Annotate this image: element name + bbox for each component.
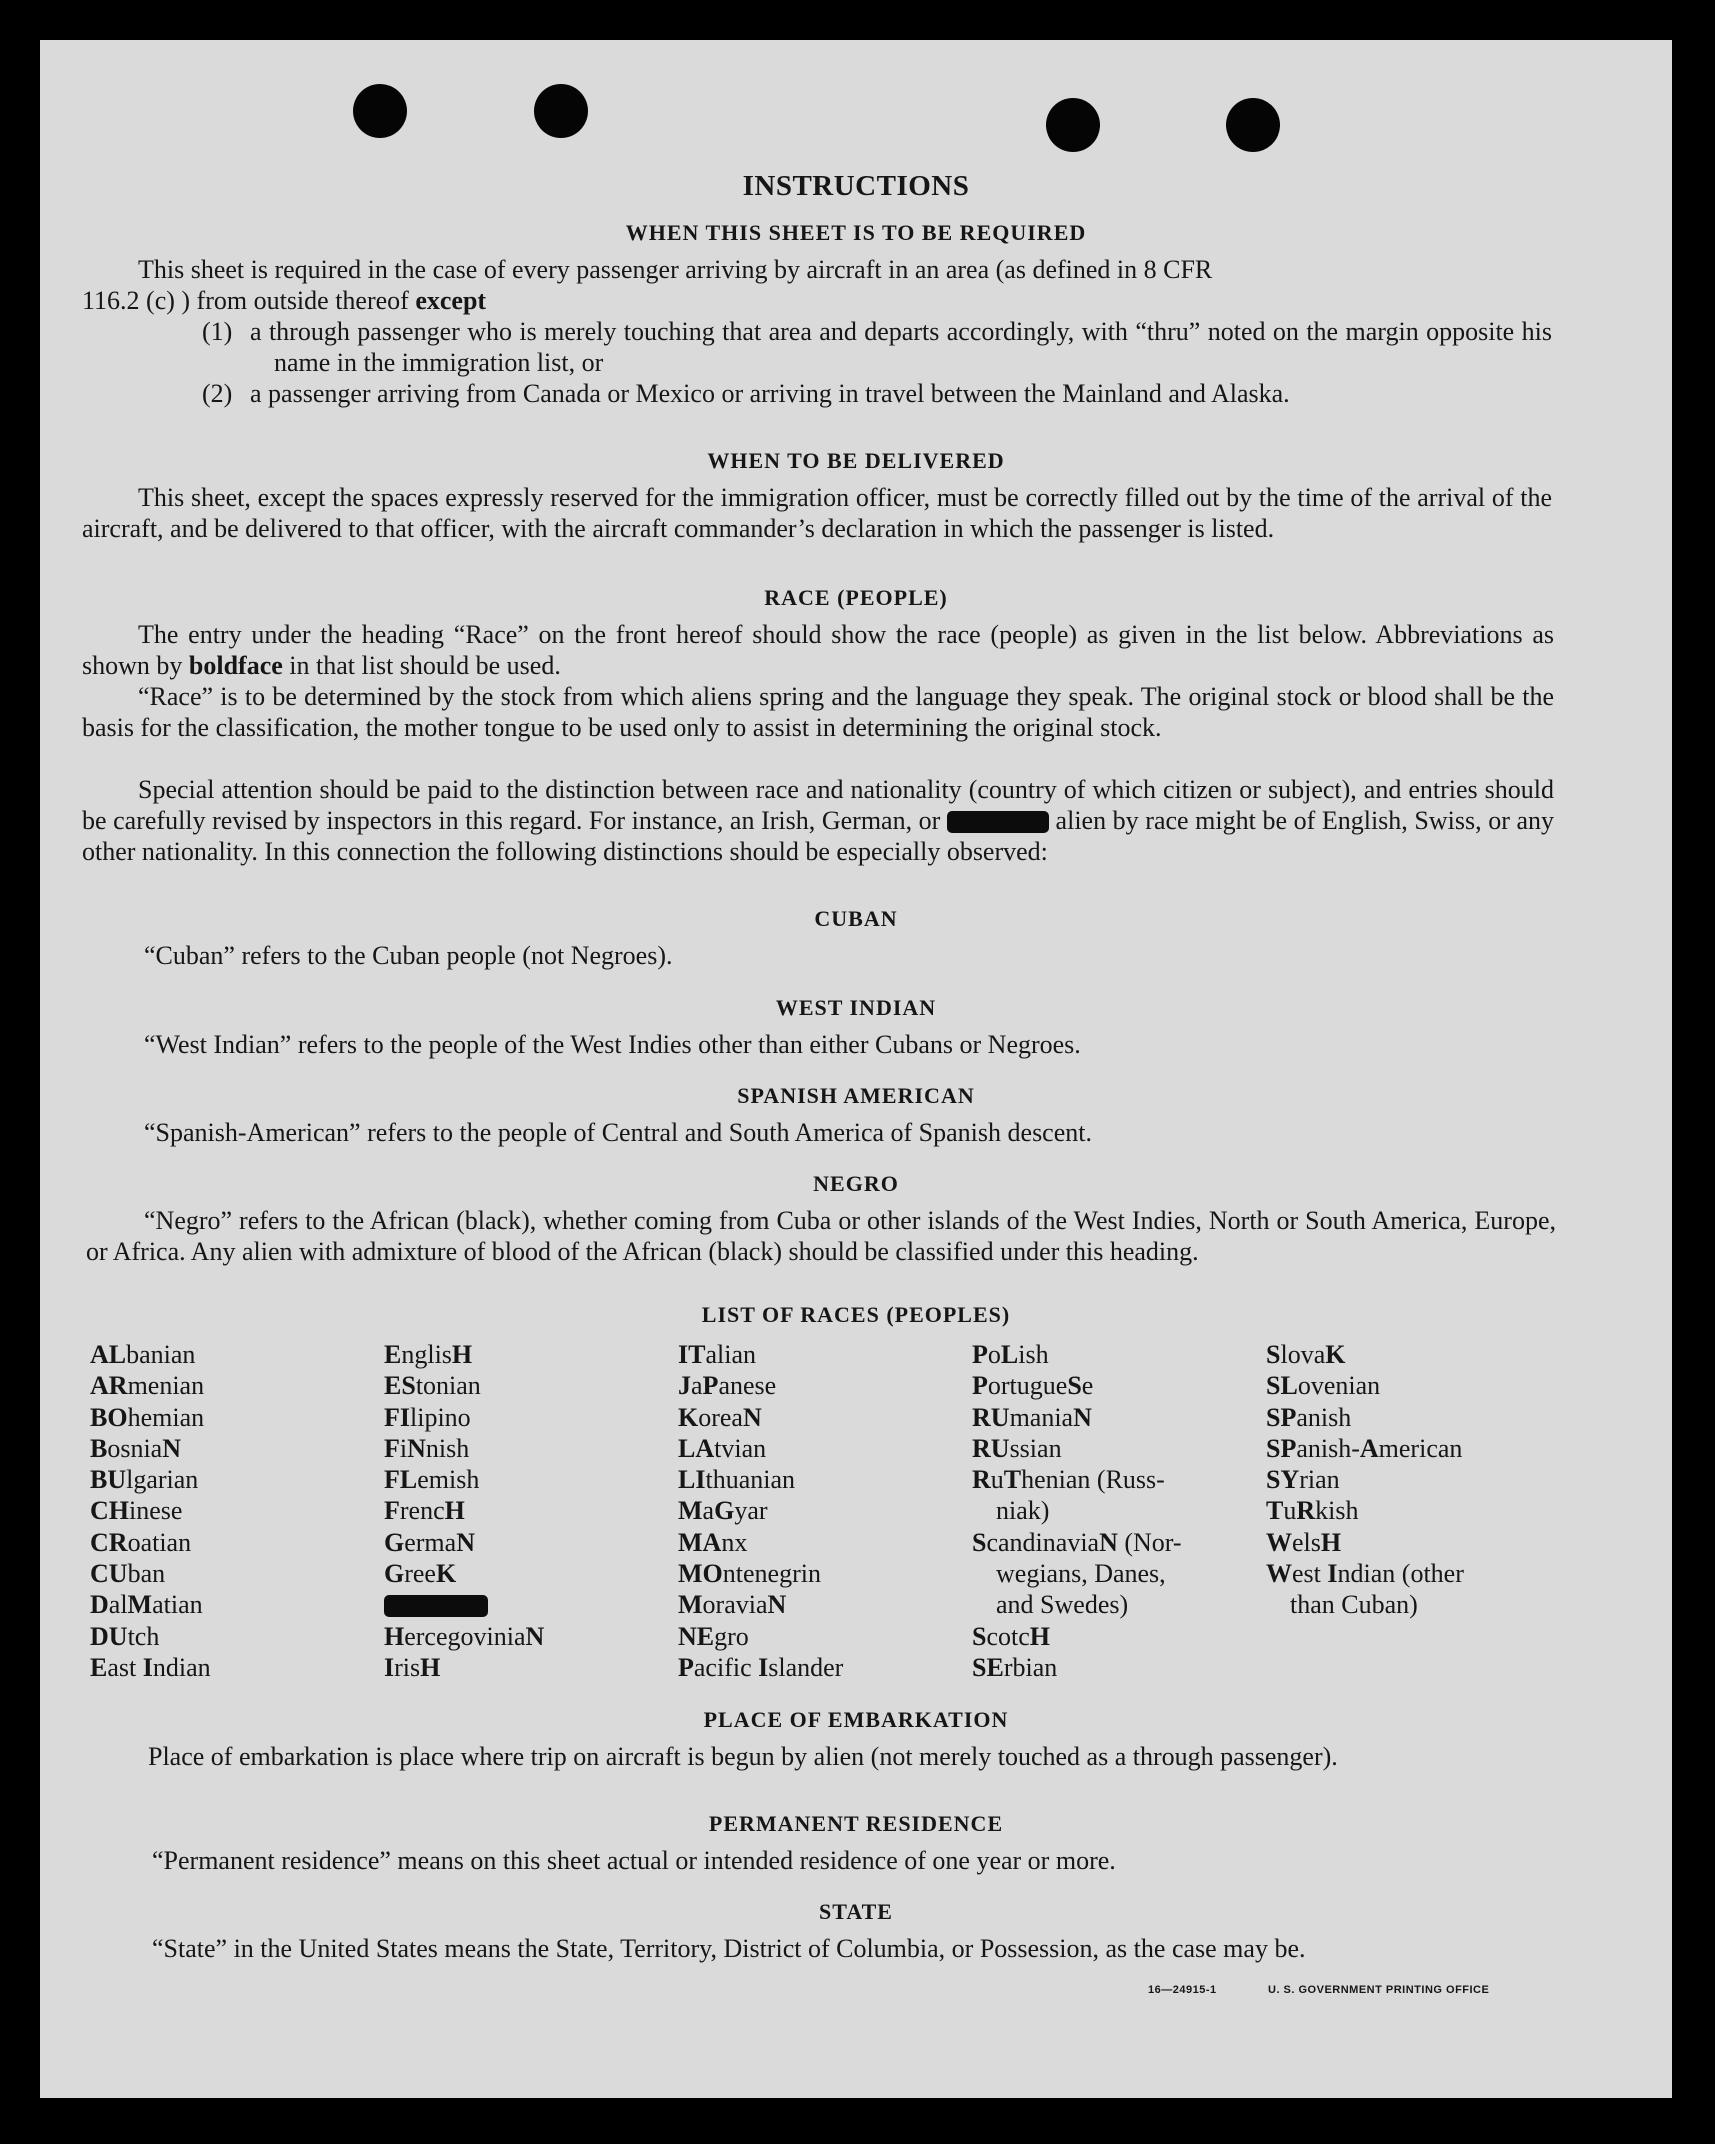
race-name-text: anish- [1296,1433,1360,1463]
printer-imprint: U. S. GOVERNMENT PRINTING OFFICE [1268,1984,1490,1996]
race-entry [1266,1558,1464,1589]
race-name-text: kish [1315,1496,1359,1526]
negro-paragraph: “Negro” refers to the African (black), whether coming from Cuba or other islands of the West Indies, North or South America, Europe, or Africa. Any alien with admixture of blood of the African (black) should be classified under this heading. [86,1206,1556,1266]
race-name-text: ris [394,1652,421,1682]
race-entry [90,1339,211,1370]
race-name-text: o [987,1340,1001,1369]
race-entry [384,1370,544,1401]
race-entry [1266,1464,1464,1495]
item-2-text: a passenger arriving from Canada or Mexico or arriving in travel between the Mainland and Alaska. [250,379,1290,408]
race-abbrev-letters: T [1266,1496,1284,1526]
state-paragraph: “State” in the United States means the State, Territory, District of Columbia, or Possession, as the case may be. [152,1934,1306,1963]
race-entry [384,1621,544,1652]
section-heading-negro: NEGRO [813,1171,899,1196]
race-abbrev-letters: P [702,1371,719,1401]
race-entry [1266,1402,1464,1433]
race-name-text: u [990,1465,1004,1495]
race-abbrev-letters: K [678,1402,699,1432]
race-entry [678,1339,843,1370]
race-abbrev-letters: H [1320,1527,1342,1557]
race-abbrev-letters: T [1003,1465,1022,1495]
race-entry [972,1402,1182,1433]
race-name-text: lgarian [126,1465,199,1495]
race-abbrev-letters: R [1296,1496,1316,1526]
race-name-text: cotc [986,1621,1030,1651]
race-name-text: al [108,1590,128,1620]
race-name-text: ssian [1009,1433,1062,1463]
race-name-text: gro [714,1621,749,1651]
race-name-text: nx [721,1527,748,1557]
section-heading-races-list: LIST OF RACES (PEOPLES) [701,1302,1011,1327]
race-entry [384,1495,544,1526]
section-heading-embarkation: PLACE OF EMBARKATION [703,1707,1009,1732]
race-abbrev-letters: G [384,1559,405,1589]
race-entry [384,1527,544,1558]
race-abbrev-letters: FI [384,1402,410,1432]
race-name-text: u [1283,1496,1297,1526]
race-entry [90,1589,211,1620]
race-abbrev-letters: SP [1266,1433,1297,1463]
intro-line-1: This sheet is required in the case of every passenger arriving by aircraft in an area (as defined in 8 CFR [138,255,1213,284]
race-abbrev-letters: N [767,1590,787,1620]
race-abbrev-letters: SP [1266,1402,1297,1432]
race-entry [972,1621,1182,1652]
race-name-text: ortugue [987,1371,1068,1401]
race-name-text: ish [1018,1340,1049,1369]
race-name-text: i [399,1433,408,1463]
race-name-text: els [1292,1527,1321,1557]
section-heading-state: STATE [819,1899,893,1924]
race-name-text: anese [718,1371,777,1401]
race-abbrev-letters: P [972,1340,988,1369]
race-abbrev-letters: AR [90,1371,128,1401]
race-name-text: inese [129,1496,183,1526]
race-name-text: henian (Russ- [1021,1465,1165,1495]
race-abbrev-letters: M [127,1590,153,1620]
race-abbrev-letters: K [1325,1340,1346,1369]
race-entry [972,1370,1182,1401]
instruction-sheet [40,40,1672,2098]
races-column [90,1339,211,1683]
race-name-text: candinavia [986,1527,1100,1557]
race-abbrev-letters: S [972,1527,987,1557]
race-entry [90,1402,211,1433]
section-heading-west-indian: WEST INDIAN [775,995,937,1020]
race-entry [678,1402,843,1433]
race-abbrev-letters: CH [90,1496,129,1526]
race-entry [384,1402,544,1433]
item-1-text: a through passenger who is merely touching that area and departs accordingly, with “thru” noted on the margin opposite his name in the immigration list, or [250,317,1552,377]
race-abbrev-letters: AL [90,1340,127,1369]
section-heading-spanish-american: SPANISH AMERICAN [737,1083,975,1108]
race-name-text: menian [127,1371,205,1401]
punch-hole [353,84,407,138]
race-name-text: nglis [401,1340,452,1369]
race-name-text: ndian (other [1337,1559,1464,1589]
race-name-text: ast [107,1652,143,1682]
form-number: 16—24915-1 [1148,1984,1217,1996]
race-abbrev-letters: I [384,1652,395,1682]
race-abbrev-letters: P [972,1371,988,1401]
race-name-text: nish [425,1433,470,1463]
races-column [384,1339,544,1683]
race-entry [678,1495,843,1526]
race-abbrev-letters: N [162,1433,182,1463]
race-abbrev-letters: LA [678,1433,715,1463]
race-name-text: ovenian [1297,1371,1381,1401]
race-entry [1266,1433,1464,1464]
section-heading-when-delivered: WHEN TO BE DELIVERED [707,448,1005,473]
race-abbrev-letters: N [1099,1527,1118,1557]
race-entry [972,1527,1182,1558]
race-name-text: rian [1299,1465,1340,1495]
item-1-number: (1) [202,317,233,346]
race-abbrev-letters: BO [90,1402,128,1432]
punch-hole [1226,98,1280,152]
race-abbrev-letters: IT [678,1340,706,1369]
race-abbrev-letters: W [1266,1559,1292,1589]
race-abbrev-letters: H [420,1652,441,1682]
race-abbrev-letters: K [435,1559,457,1589]
race-name-text: lova [1280,1340,1326,1369]
race-abbrev-letters: F [384,1433,400,1463]
race-abbrev-letters: G [714,1496,735,1526]
race-abbrev-letters: G [384,1527,405,1557]
race-abbrev-letters: W [1266,1527,1292,1557]
race-entry [678,1464,843,1495]
race-p3-text: Special attention should be paid to the distinction between race and nationality (country of which citizen or subject), and entries should be carefully revised by inspectors in this regard. For instance, an Irish, German, or [82,775,1554,835]
race-entry [972,1433,1182,1464]
race-name-text: oravia [702,1590,768,1620]
race-abbrev-letters: I [758,1652,769,1682]
spanish-american-paragraph: “Spanish-American” refers to the people of Central and South America of Spanish descent. [144,1118,1092,1147]
race-entry [1266,1589,1464,1620]
race-name-text: ree [404,1559,436,1589]
punch-hole [534,84,588,138]
item-2-number: (2) [202,379,233,408]
race-abbrev-letters: S [1067,1371,1082,1401]
races-column [1266,1339,1464,1621]
race-name-text: renc [399,1496,445,1526]
race-entry [1266,1339,1464,1370]
race-name-text: emish [417,1465,480,1495]
race-abbrev-letters: S [972,1621,987,1651]
page-title: INSTRUCTIONS [742,170,970,202]
races-column [678,1339,843,1683]
race-name-text: and Swedes) [996,1590,1129,1620]
race-name-text: niak) [996,1496,1050,1526]
race-paragraph-1 [82,619,1554,681]
punch-hole [1046,98,1100,152]
race-abbrev-letters: H [384,1621,405,1651]
race-abbrev-letters: N [525,1621,545,1651]
race-name-text: tvian [714,1433,767,1463]
race-abbrev-letters: H [1029,1621,1051,1651]
race-abbrev-letters: E [90,1652,108,1682]
race-abbrev-letters: F [384,1496,400,1526]
race-entry [90,1527,211,1558]
race-paragraph-3 [82,774,1554,867]
race-name-text: e [1081,1371,1094,1401]
race-entry [972,1558,1182,1589]
race-entry [90,1464,211,1495]
race-entry [384,1464,544,1495]
race-abbrev-letters: RU [972,1402,1010,1432]
race-abbrev-letters: N [742,1402,762,1432]
race-entry [972,1464,1182,1495]
race-entry [384,1339,544,1370]
race-entry [678,1558,843,1589]
race-entry [972,1495,1182,1526]
race-name-text: rbian [1003,1652,1058,1682]
race-entry [90,1621,211,1652]
race-abbrev-letters: CR [90,1527,128,1557]
west-indian-paragraph: “West Indian” refers to the people of the West Indies other than either Cubans or Negroes. [144,1030,1081,1059]
section-heading-race: RACE (PEOPLE) [764,585,948,610]
race-abbrev-letters: M [678,1496,703,1526]
race-name-text: ban [127,1559,166,1589]
section-heading-when-required: WHEN THIS SHEET IS TO BE REQUIRED [625,220,1087,245]
race-abbrev-letters: H [444,1496,465,1526]
race-entry [678,1527,843,1558]
race-abbrev-letters: N [407,1433,426,1463]
intro-line-2 [82,285,882,316]
race-abbrev-letters: E [384,1340,402,1369]
embarkation-paragraph: Place of embarkation is place where trip on aircraft is begun by alien (not merely touched as a through passenger). [148,1742,1338,1771]
race-abbrev-letters: FL [384,1465,418,1495]
race-name-text: alian [705,1340,756,1369]
race-entry [678,1652,843,1683]
race-abbrev-letters: P [678,1652,694,1682]
race-name-text: atian [152,1590,203,1620]
race-abbrev-letters: MA [678,1527,722,1557]
race-entry [678,1589,843,1620]
race-abbrev-letters: ES [384,1371,416,1401]
race-name-text: acific [693,1652,759,1682]
race-abbrev-letters: NE [678,1621,715,1651]
race-abbrev-letters: BU [90,1465,127,1495]
race-name-text: merican [1378,1433,1463,1463]
race-abbrev-letters: B [90,1433,108,1463]
race-name-text: banian [126,1340,196,1369]
residence-paragraph: “Permanent residence” means on this sheet actual or intended residence of one year or more. [152,1846,1116,1875]
race-abbrev-letters: N [1073,1402,1092,1432]
boldface-keyword: boldface [188,651,283,680]
race-entry [384,1589,544,1620]
cuban-paragraph: “Cuban” refers to the Cuban people (not Negroes). [144,941,673,970]
section-heading-cuban: CUBAN [814,906,898,931]
race-name-text: a [702,1496,715,1526]
race-abbrev-letters: CU [90,1559,128,1589]
race-entry [90,1495,211,1526]
race-abbrev-letters: LI [678,1465,706,1495]
race-entry [90,1433,211,1464]
race-abbrev-letters: D [90,1590,109,1620]
race-abbrev-letters: M [678,1590,703,1620]
race-name-text: than Cuban) [1290,1590,1418,1620]
race-abbrev-letters: R [972,1465,991,1495]
race-abbrev-letters: A [1359,1433,1379,1463]
race-name-text: ndian [152,1652,211,1682]
race-name-text: osnia [107,1433,163,1463]
race-entry [678,1621,843,1652]
race-entry [90,1370,211,1401]
race-abbrev-letters: SY [1266,1465,1300,1495]
race-name-text: hemian [127,1402,205,1432]
race-name-text: thuanian [705,1465,795,1495]
race-entry [90,1558,211,1589]
race-entry [1266,1370,1464,1401]
race-entry [972,1589,1182,1620]
race-abbrev-letters: SE [972,1652,1004,1682]
race-name-text: (Nor- [1117,1527,1182,1557]
race-name-text: tch [127,1621,160,1651]
race-abbrev-letters: SL [1266,1371,1298,1401]
race-entry [678,1433,843,1464]
race-entry [384,1652,544,1683]
race-p1-text: The entry under the heading “Race” on the front hereof should show the race (people) as given in the list below. Abbreviations as shown by [82,620,1554,680]
race-abbrev-letters: RU [972,1433,1010,1463]
race-entry [678,1370,843,1401]
redaction-mark [947,811,1049,833]
race-name-text: ntenegrin [722,1559,821,1589]
race-entry [1266,1495,1464,1526]
except-keyword: except [415,286,487,315]
race-name-text: wegians, Danes, [996,1559,1166,1589]
race-abbrev-letters: H [451,1340,473,1369]
race-abbrev-letters: J [678,1371,691,1401]
race-abbrev-letters: DU [90,1621,128,1651]
race-paragraph-2: “Race” is to be determined by the stock from which aliens spring and the language they speak. The original stock or blood shall be the basis for the classification, the mother tongue to be used only to assist in determining the original stock. [82,682,1554,742]
race-abbrev-letters: L [1000,1340,1019,1369]
race-name-text: est [1292,1559,1328,1589]
race-abbrev-letters: S [1266,1340,1281,1369]
race-abbrev-letters: I [1327,1559,1338,1589]
race-entry [972,1652,1182,1683]
delivered-paragraph: This sheet, except the spaces expressly reserved for the immigration officer, must be correctly filled out by the time of the arrival of the aircraft, and be delivered to that officer, with the aircraft commander’s declaration in which the passenger is listed. [82,483,1552,543]
intro-line-2-text: 116.2 (c) ) from outside thereof [82,286,416,315]
races-column [972,1339,1182,1683]
race-name-text: ercegovinia [404,1621,526,1651]
race-name-text: a [691,1371,703,1401]
race-name-text: tonian [415,1371,481,1401]
race-entry [972,1339,1182,1370]
redaction-mark [384,1595,488,1617]
race-p3-text-end: alien by race might be of English, Swiss, or any other nationality. In this connection the following distinctions should be especially observed: [82,806,1554,866]
race-abbrev-letters: I [142,1652,153,1682]
race-name-text: mania [1009,1402,1074,1432]
race-abbrev-letters: N [456,1527,475,1557]
race-name-text: yar [734,1496,768,1526]
race-entry [90,1652,211,1683]
race-entry [1266,1527,1464,1558]
race-name-text: lipino [410,1402,471,1432]
race-name-text: erma [404,1527,457,1557]
race-name-text: slander [768,1652,844,1682]
race-entry [384,1433,544,1464]
race-abbrev-letters: MO [678,1559,723,1589]
race-name-text: oatian [127,1527,192,1557]
race-name-text: anish [1296,1402,1352,1432]
race-entry [384,1558,544,1589]
race-p1-text-end: in that list should be used. [282,651,561,680]
race-name-text: orea [698,1402,743,1432]
section-heading-residence: PERMANENT RESIDENCE [708,1811,1004,1836]
